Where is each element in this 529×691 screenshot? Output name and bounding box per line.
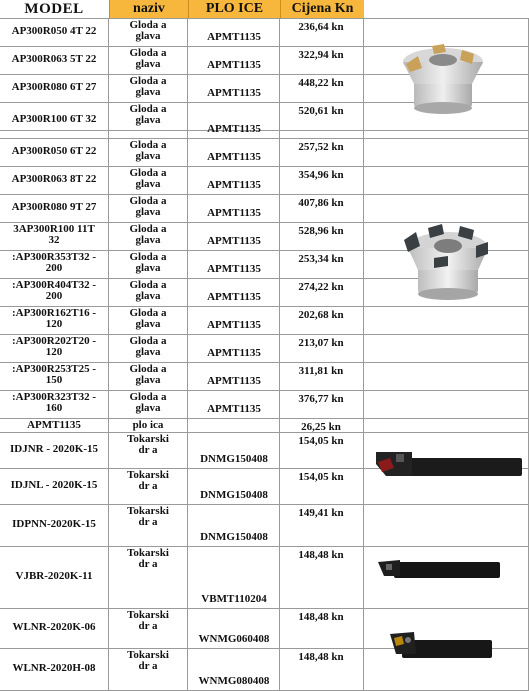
product-type-line: dr a [138,620,158,632]
product-type [110,104,186,126]
product-type [110,196,186,218]
model-code [0,280,108,302]
model-code-line: 150 [45,374,63,386]
model-code-line: IDJNL - 2020K-15 [10,479,98,491]
model-code-line: 120 [45,346,63,358]
column-header-plocice: PLO ICE [188,0,280,18]
product-type-line: glava [135,290,161,302]
product-type-line: dr a [138,516,158,528]
model-code-line: AP300R100 6T 32 [11,113,97,125]
column-divider [363,18,364,690]
product-type-line: plo ica [132,419,164,431]
model-code-line: :AP300R323T32 - [11,392,97,403]
model-code [0,519,108,530]
model-code [0,308,108,330]
model-code [0,663,108,674]
product-type-line: dr a [138,480,158,492]
model-code [0,174,108,185]
model-code [0,480,108,491]
model-code-line: AP300R063 5T 22 [11,53,97,65]
product-type [110,650,186,672]
product-type-line: dr a [138,558,158,570]
product-type-line: Gloda a [129,363,167,375]
price: 154,05 kn [298,435,344,447]
model-code [0,392,108,414]
price: 520,61 kn [298,105,344,117]
price: 407,86 kn [298,197,344,209]
price: 376,77 kn [298,393,344,405]
insert-code: DNMG150408 [200,531,268,543]
model-code-line: 32 [48,234,60,246]
product-type-line: Gloda a [129,75,167,87]
product-type [110,48,186,70]
price: 149,41 kn [298,507,344,519]
product-type [110,308,186,330]
insert-code: APMT1135 [207,59,261,71]
product-type-line: Tokarski [127,433,169,445]
product-type-line: Gloda a [129,167,167,179]
insert-code: APMT1135 [207,263,261,275]
turning-holder-dj-photo [372,446,524,486]
product-type [110,470,186,492]
model-code-line: WLNR-2020H-08 [12,662,96,674]
product-type-line: Gloda a [129,391,167,403]
insert-code: APMT1135 [207,123,261,135]
insert-code: APMT1135 [207,207,261,219]
model-code-line: AP300R050 4T 22 [11,25,97,37]
product-type-line: Tokarski [127,469,169,481]
product-type-line: dr a [138,444,158,456]
model-code-line: 120 [45,318,63,330]
product-type-line: Gloda a [129,47,167,59]
model-code-line: AP300R080 6T 27 [11,81,97,93]
model-code [0,146,108,157]
price: 448,22 kn [298,77,344,89]
product-type-line: Tokarski [127,547,169,559]
model-code-line: :AP300R253T25 - [11,364,97,375]
product-type-line: Gloda a [129,19,167,31]
model-code [0,82,108,93]
model-code [0,571,108,582]
model-code-line: APMT1135 [27,420,81,431]
price: 148,48 kn [298,549,344,561]
column-header-cijena: Cijena Kn [280,0,364,18]
insert-code: APMT1135 [207,347,261,359]
product-type-line: Gloda a [129,223,167,235]
insert-code: APMT1135 [207,319,261,331]
product-type [110,224,186,246]
model-code-line: 200 [45,290,63,302]
column-header-model: MODEL [0,0,108,18]
model-code-line: :AP300R202T20 - [11,336,97,347]
model-code-line: :AP300R353T32 - [11,252,97,263]
product-type-line: glava [135,58,161,70]
product-type [110,506,186,528]
price: 213,07 kn [298,337,344,349]
model-code-line: 3AP300R100 11T [13,224,95,235]
product-type-line: glava [135,86,161,98]
model-code [0,202,108,213]
model-code-line: AP300R050 6T 22 [11,145,97,157]
insert-code: WNMG080408 [198,675,270,687]
product-type-line: Gloda a [129,139,167,151]
model-code [0,420,108,431]
product-type-line: glava [135,114,161,126]
product-type-line: Gloda a [129,103,167,115]
product-type-line: Gloda a [129,335,167,347]
insert-code: DNMG150408 [200,489,268,501]
price: 236,64 kn [298,21,344,33]
product-type [110,364,186,386]
insert-code: APMT1135 [207,87,261,99]
product-type [110,610,186,632]
product-type-line: glava [135,150,161,162]
price: 528,96 kn [298,225,344,237]
product-type-line: glava [135,262,161,274]
product-type-line: glava [135,206,161,218]
model-code [0,224,108,246]
model-code-line: AP300R080 9T 27 [11,201,97,213]
model-code [0,54,108,65]
product-type-line: glava [135,374,161,386]
product-type [110,20,186,42]
model-code-line: VJBR-2020K-11 [15,570,93,582]
product-type-line: glava [135,178,161,190]
price: 202,68 kn [298,309,344,321]
product-type-line: glava [135,318,161,330]
face-mill-4t-photo [392,32,492,117]
turning-holder-wl-photo [388,628,494,662]
product-type-line: glava [135,30,161,42]
model-code-line: IDJNR - 2020K-15 [10,443,98,455]
product-type-line: Gloda a [129,251,167,263]
model-code-line: WLNR-2020K-06 [12,621,96,633]
price: 253,34 kn [298,253,344,265]
model-code-line: IDPNN-2020K-15 [12,518,96,530]
product-type-line: dr a [138,660,158,672]
price: 274,22 kn [298,281,344,293]
product-type [110,336,186,358]
product-type [110,140,186,162]
product-type-line: glava [135,234,161,246]
product-type [110,420,186,431]
insert-code: APMT1135 [207,179,261,191]
insert-code: APMT1135 [207,235,261,247]
model-code [0,336,108,358]
price: 148,48 kn [298,611,344,623]
model-code-line: 200 [45,262,63,274]
product-type [110,76,186,98]
price: 154,05 kn [298,471,344,483]
price: 354,96 kn [298,169,344,181]
price: 148,48 kn [298,651,344,663]
insert-code: APMT1135 [207,403,261,415]
product-type-line: Gloda a [129,307,167,319]
face-mill-6t-photo [398,212,494,302]
product-type [110,168,186,190]
model-code-line: 160 [45,402,63,414]
product-type-line: Gloda a [129,195,167,207]
model-code [0,364,108,386]
insert-code: WNMG060408 [198,633,270,645]
model-code-line: :AP300R404T32 - [11,280,97,291]
product-type-line: glava [135,402,161,414]
insert-code: VBMT110204 [201,593,267,605]
insert-code: DNMG150408 [200,453,268,465]
insert-code: APMT1135 [207,151,261,163]
model-code [0,444,108,455]
price: 257,52 kn [298,141,344,153]
insert-code: APMT1135 [207,291,261,303]
product-type-line: Tokarski [127,505,169,517]
product-type-line: Tokarski [127,649,169,661]
product-type-line: glava [135,346,161,358]
product-type-line: Tokarski [127,609,169,621]
turning-holder-vj-photo [376,554,502,586]
model-code-line: :AP300R162T16 - [11,308,97,319]
price: 311,81 kn [298,365,344,377]
product-type [110,392,186,414]
product-type-line: Gloda a [129,279,167,291]
model-code-line: AP300R063 8T 22 [11,173,97,185]
product-type [110,252,186,274]
price: 26,25 kn [301,421,341,433]
model-code [0,114,108,125]
price: 322,94 kn [298,49,344,61]
product-type [110,280,186,302]
model-code [0,622,108,633]
column-header-naziv: naziv [109,0,188,18]
insert-code: APMT1135 [207,375,261,387]
product-type [110,548,186,570]
insert-code: APMT1135 [207,31,261,43]
product-type [110,434,186,456]
model-code [0,252,108,274]
model-code [0,26,108,37]
